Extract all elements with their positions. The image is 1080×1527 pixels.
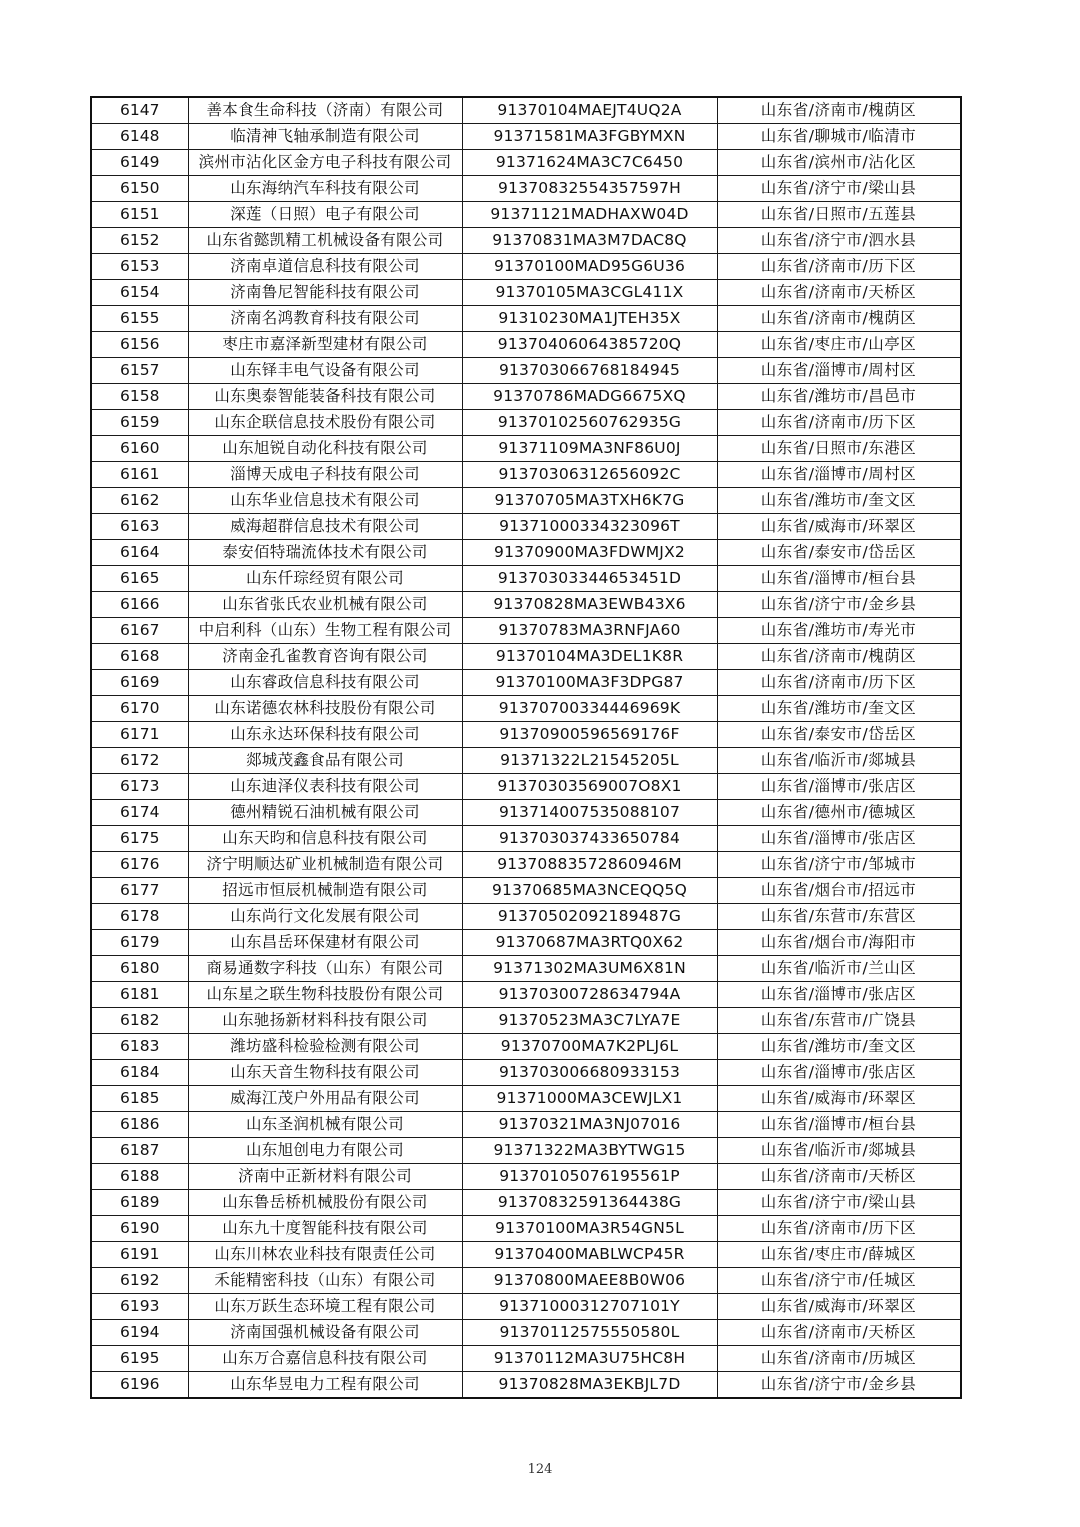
table-row: [91, 878, 961, 904]
credit-code-cell: 91370100MA3F3DPG87: [462, 670, 717, 696]
row-number-cell: 6147: [91, 97, 188, 124]
credit-code-cell: 91370104MAEJT4UQ2A: [462, 97, 717, 124]
table-row: [91, 1060, 961, 1086]
region-cell: 山东省/济宁市/金乡县: [717, 1372, 961, 1399]
credit-code-cell: 91370828MA3EKBJL7D: [462, 1372, 717, 1399]
table-row: [91, 1190, 961, 1216]
row-number-cell: 6173: [91, 774, 188, 800]
region-cell: 山东省/淄博市/周村区: [717, 462, 961, 488]
row-number-cell: 6189: [91, 1190, 188, 1216]
company-name-cell: 山东天音生物科技有限公司: [188, 1060, 462, 1086]
row-number-cell: 6188: [91, 1164, 188, 1190]
region-cell: 山东省/淄博市/桓台县: [717, 1112, 961, 1138]
row-number-cell: 6178: [91, 904, 188, 930]
credit-code-cell: 91370105MA3CGL411X: [462, 280, 717, 306]
table-row: [91, 930, 961, 956]
credit-code-cell: 91371581MA3FGBYMXN: [462, 124, 717, 150]
row-number-cell: 6179: [91, 930, 188, 956]
credit-code-cell: 91370303569007O8X1: [462, 774, 717, 800]
region-cell: 山东省/烟台市/招远市: [717, 878, 961, 904]
company-name-cell: 山东驰扬新材料科技有限公司: [188, 1008, 462, 1034]
table-row: [91, 1008, 961, 1034]
row-number-cell: 6154: [91, 280, 188, 306]
company-name-cell: 威海超群信息技术有限公司: [188, 514, 462, 540]
table-row: [91, 436, 961, 462]
credit-code-cell: 91371109MA3NF86U0J: [462, 436, 717, 462]
region-cell: 山东省/泰安市/岱岳区: [717, 540, 961, 566]
company-name-cell: 山东奥泰智能装备科技有限公司: [188, 384, 462, 410]
table-row: [91, 722, 961, 748]
row-number-cell: 6174: [91, 800, 188, 826]
row-number-cell: 6160: [91, 436, 188, 462]
table-row: [91, 97, 961, 124]
region-cell: 山东省/淄博市/周村区: [717, 358, 961, 384]
region-cell: 山东省/淄博市/张店区: [717, 826, 961, 852]
company-name-cell: 山东星之联生物科技股份有限公司: [188, 982, 462, 1008]
credit-code-cell: 91370400MABLWCP45R: [462, 1242, 717, 1268]
region-cell: 山东省/济南市/槐荫区: [717, 306, 961, 332]
company-name-cell: 山东昌岳环保建材有限公司: [188, 930, 462, 956]
credit-code-cell: 91371000MA3CEWJLX1: [462, 1086, 717, 1112]
table-row: [91, 384, 961, 410]
region-cell: 山东省/潍坊市/奎文区: [717, 488, 961, 514]
region-cell: 山东省/东营市/广饶县: [717, 1008, 961, 1034]
credit-code-cell: 91371322MA3BYTWG15: [462, 1138, 717, 1164]
company-name-cell: 济宁明顺达矿业机械制造有限公司: [188, 852, 462, 878]
credit-code-cell: 91310230MA1JTEH35X: [462, 306, 717, 332]
table-row: [91, 800, 961, 826]
region-cell: 山东省/济宁市/任城区: [717, 1268, 961, 1294]
credit-code-cell: 91370700334446969K: [462, 696, 717, 722]
region-cell: 山东省/聊城市/临清市: [717, 124, 961, 150]
company-name-cell: 德州精锐石油机械有限公司: [188, 800, 462, 826]
company-name-cell: 山东华业信息技术有限公司: [188, 488, 462, 514]
row-number-cell: 6183: [91, 1034, 188, 1060]
row-number-cell: 6151: [91, 202, 188, 228]
credit-code-cell: 91370705MA3TXH6K7G: [462, 488, 717, 514]
row-number-cell: 6161: [91, 462, 188, 488]
company-table: [90, 96, 962, 1399]
company-name-cell: 潍坊盛科检验检测有限公司: [188, 1034, 462, 1060]
row-number-cell: 6169: [91, 670, 188, 696]
row-number-cell: 6163: [91, 514, 188, 540]
credit-code-cell: 91370112MA3U75HC8H: [462, 1346, 717, 1372]
table-body: [91, 97, 961, 1398]
company-name-cell: 山东仟琮经贸有限公司: [188, 566, 462, 592]
row-number-cell: 6149: [91, 150, 188, 176]
row-number-cell: 6177: [91, 878, 188, 904]
region-cell: 山东省/济南市/槐荫区: [717, 644, 961, 670]
table-row: [91, 696, 961, 722]
company-name-cell: 山东圣润机械有限公司: [188, 1112, 462, 1138]
credit-code-cell: 91370523MA3C7LYA7E: [462, 1008, 717, 1034]
region-cell: 山东省/济南市/历下区: [717, 670, 961, 696]
credit-code-cell: 91370300728634794A: [462, 982, 717, 1008]
credit-code-cell: 91370321MA3NJ07016: [462, 1112, 717, 1138]
region-cell: 山东省/济宁市/金乡县: [717, 592, 961, 618]
region-cell: 山东省/日照市/东港区: [717, 436, 961, 462]
region-cell: 山东省/济南市/槐荫区: [717, 97, 961, 124]
row-number-cell: 6185: [91, 1086, 188, 1112]
region-cell: 山东省/济南市/历下区: [717, 410, 961, 436]
credit-code-cell: 91370406064385720Q: [462, 332, 717, 358]
region-cell: 山东省/威海市/环翠区: [717, 514, 961, 540]
table-row: [91, 1112, 961, 1138]
credit-code-cell: 91370685MA3NCEQQ5Q: [462, 878, 717, 904]
company-name-cell: 山东旭创电力有限公司: [188, 1138, 462, 1164]
credit-code-cell: 91370102560762935G: [462, 410, 717, 436]
row-number-cell: 6152: [91, 228, 188, 254]
row-number-cell: 6194: [91, 1320, 188, 1346]
company-name-cell: 商易通数字科技（山东）有限公司: [188, 956, 462, 982]
row-number-cell: 6157: [91, 358, 188, 384]
credit-code-cell: 91370700MA7K2PLJ6L: [462, 1034, 717, 1060]
table-row: [91, 904, 961, 930]
region-cell: 山东省/济南市/天桥区: [717, 280, 961, 306]
company-name-cell: 善本食生命科技（济南）有限公司: [188, 97, 462, 124]
company-name-cell: 山东诺德农林科技股份有限公司: [188, 696, 462, 722]
region-cell: 山东省/德州市/德城区: [717, 800, 961, 826]
company-name-cell: 山东企联信息技术股份有限公司: [188, 410, 462, 436]
region-cell: 山东省/潍坊市/奎文区: [717, 696, 961, 722]
region-cell: 山东省/淄博市/张店区: [717, 1060, 961, 1086]
region-cell: 山东省/济南市/历城区: [717, 1346, 961, 1372]
table-row: [91, 540, 961, 566]
company-name-cell: 山东迪泽仪表科技有限公司: [188, 774, 462, 800]
company-name-cell: 中启利科（山东）生物工程有限公司: [188, 618, 462, 644]
table-row: [91, 1294, 961, 1320]
credit-code-cell: 91370783MA3RNFJA60: [462, 618, 717, 644]
table-row: [91, 150, 961, 176]
credit-code-cell: 913703066768184945: [462, 358, 717, 384]
credit-code-cell: 91370306312656092C: [462, 462, 717, 488]
region-cell: 山东省/淄博市/张店区: [717, 774, 961, 800]
region-cell: 山东省/威海市/环翠区: [717, 1086, 961, 1112]
company-name-cell: 济南鲁尼智能科技有限公司: [188, 280, 462, 306]
region-cell: 山东省/威海市/环翠区: [717, 1294, 961, 1320]
company-name-cell: 威海江茂户外用品有限公司: [188, 1086, 462, 1112]
region-cell: 山东省/济南市/历下区: [717, 1216, 961, 1242]
credit-code-cell: 91371121MADHAXW04D: [462, 202, 717, 228]
row-number-cell: 6150: [91, 176, 188, 202]
row-number-cell: 6171: [91, 722, 188, 748]
credit-code-cell: 91370105076195561P: [462, 1164, 717, 1190]
row-number-cell: 6159: [91, 410, 188, 436]
company-name-cell: 山东华昱电力工程有限公司: [188, 1372, 462, 1399]
credit-code-cell: 91370831MA3M7DAC8Q: [462, 228, 717, 254]
region-cell: 山东省/济南市/天桥区: [717, 1320, 961, 1346]
region-cell: 山东省/济宁市/泗水县: [717, 228, 961, 254]
credit-code-cell: 91370832554357597H: [462, 176, 717, 202]
row-number-cell: 6180: [91, 956, 188, 982]
company-name-cell: 济南名鸿教育科技有限公司: [188, 306, 462, 332]
region-cell: 山东省/临沂市/兰山区: [717, 956, 961, 982]
row-number-cell: 6148: [91, 124, 188, 150]
region-cell: 山东省/烟台市/海阳市: [717, 930, 961, 956]
row-number-cell: 6193: [91, 1294, 188, 1320]
company-name-cell: 山东省张氏农业机械有限公司: [188, 592, 462, 618]
page-number: 124: [527, 1462, 553, 1477]
credit-code-cell: 91370800MAEE8B0W06: [462, 1268, 717, 1294]
company-name-cell: 山东川林农业科技有限责任公司: [188, 1242, 462, 1268]
row-number-cell: 6156: [91, 332, 188, 358]
table-row: [91, 1216, 961, 1242]
table-row: [91, 618, 961, 644]
company-name-cell: 山东铎丰电气设备有限公司: [188, 358, 462, 384]
region-cell: 山东省/临沂市/郯城县: [717, 748, 961, 774]
company-name-cell: 济南金孔雀教育咨询有限公司: [188, 644, 462, 670]
table-row: [91, 124, 961, 150]
row-number-cell: 6158: [91, 384, 188, 410]
company-name-cell: 泰安佰特瑞流体技术有限公司: [188, 540, 462, 566]
table-row: [91, 956, 961, 982]
row-number-cell: 6186: [91, 1112, 188, 1138]
table-row: [91, 1346, 961, 1372]
row-number-cell: 6176: [91, 852, 188, 878]
credit-code-cell: 91370883572860946M: [462, 852, 717, 878]
company-name-cell: 山东鲁岳桥机械股份有限公司: [188, 1190, 462, 1216]
company-name-cell: 山东旭锐自动化科技有限公司: [188, 436, 462, 462]
table-row: [91, 774, 961, 800]
company-name-cell: 山东省懿凯精工机械设备有限公司: [188, 228, 462, 254]
table-row: [91, 1372, 961, 1399]
row-number-cell: 6153: [91, 254, 188, 280]
company-name-cell: 山东睿政信息科技有限公司: [188, 670, 462, 696]
table-row: [91, 176, 961, 202]
credit-code-cell: 91370900MA3FDWMJX2: [462, 540, 717, 566]
table-row: [91, 748, 961, 774]
company-name-cell: 淄博天成电子科技有限公司: [188, 462, 462, 488]
row-number-cell: 6181: [91, 982, 188, 1008]
table-row: [91, 280, 961, 306]
row-number-cell: 6155: [91, 306, 188, 332]
company-name-cell: 山东尚行文化发展有限公司: [188, 904, 462, 930]
table-row: [91, 1086, 961, 1112]
company-name-cell: 山东万跃生态环境工程有限公司: [188, 1294, 462, 1320]
credit-code-cell: 91371000334323096T: [462, 514, 717, 540]
row-number-cell: 6168: [91, 644, 188, 670]
company-name-cell: 济南卓道信息科技有限公司: [188, 254, 462, 280]
credit-code-cell: 91370832591364438G: [462, 1190, 717, 1216]
company-name-cell: 招远市恒辰机械制造有限公司: [188, 878, 462, 904]
region-cell: 山东省/日照市/五莲县: [717, 202, 961, 228]
row-number-cell: 6195: [91, 1346, 188, 1372]
company-name-cell: 禾能精密科技（山东）有限公司: [188, 1268, 462, 1294]
region-cell: 山东省/东营市/东营区: [717, 904, 961, 930]
credit-code-cell: 913703006680933153: [462, 1060, 717, 1086]
table-row: [91, 202, 961, 228]
table-row: [91, 592, 961, 618]
company-name-cell: 郯城茂鑫食品有限公司: [188, 748, 462, 774]
table-row: [91, 852, 961, 878]
table-row: [91, 410, 961, 436]
table-row: [91, 1138, 961, 1164]
table-row: [91, 670, 961, 696]
table-row: [91, 1034, 961, 1060]
region-cell: 山东省/济宁市/梁山县: [717, 1190, 961, 1216]
row-number-cell: 6170: [91, 696, 188, 722]
company-name-cell: 深莲（日照）电子有限公司: [188, 202, 462, 228]
row-number-cell: 6184: [91, 1060, 188, 1086]
table-row: [91, 1320, 961, 1346]
row-number-cell: 6196: [91, 1372, 188, 1399]
region-cell: 山东省/济南市/历下区: [717, 254, 961, 280]
credit-code-cell: 91370303344653451D: [462, 566, 717, 592]
credit-code-cell: 91370100MAD95G6U36: [462, 254, 717, 280]
region-cell: 山东省/潍坊市/寿光市: [717, 618, 961, 644]
company-name-cell: 山东永达环保科技有限公司: [188, 722, 462, 748]
row-number-cell: 6162: [91, 488, 188, 514]
company-name-cell: 山东天昀和信息科技有限公司: [188, 826, 462, 852]
row-number-cell: 6165: [91, 566, 188, 592]
table-row: [91, 982, 961, 1008]
row-number-cell: 6191: [91, 1242, 188, 1268]
row-number-cell: 6190: [91, 1216, 188, 1242]
credit-code-cell: 91370112575550580L: [462, 1320, 717, 1346]
region-cell: 山东省/淄博市/张店区: [717, 982, 961, 1008]
table-row: [91, 254, 961, 280]
company-name-cell: 枣庄市嘉泽新型建材有限公司: [188, 332, 462, 358]
company-name-cell: 济南中正新材料有限公司: [188, 1164, 462, 1190]
region-cell: 山东省/枣庄市/山亭区: [717, 332, 961, 358]
region-cell: 山东省/泰安市/岱岳区: [717, 722, 961, 748]
region-cell: 山东省/济南市/天桥区: [717, 1164, 961, 1190]
row-number-cell: 6164: [91, 540, 188, 566]
credit-code-cell: 91370828MA3EWB43X6: [462, 592, 717, 618]
row-number-cell: 6187: [91, 1138, 188, 1164]
credit-code-cell: 91371322L21545205L: [462, 748, 717, 774]
table-row: [91, 1242, 961, 1268]
table-row: [91, 1268, 961, 1294]
company-name-cell: 滨州市沾化区金方电子科技有限公司: [188, 150, 462, 176]
company-name-cell: 济南国强机械设备有限公司: [188, 1320, 462, 1346]
table-row: [91, 462, 961, 488]
credit-code-cell: 913714007535088107: [462, 800, 717, 826]
company-name-cell: 山东九十度智能科技有限公司: [188, 1216, 462, 1242]
table-row: [91, 306, 961, 332]
company-name-cell: 临清神飞轴承制造有限公司: [188, 124, 462, 150]
table-row: [91, 1164, 961, 1190]
row-number-cell: 6172: [91, 748, 188, 774]
region-cell: 山东省/淄博市/桓台县: [717, 566, 961, 592]
row-number-cell: 6175: [91, 826, 188, 852]
region-cell: 山东省/潍坊市/奎文区: [717, 1034, 961, 1060]
region-cell: 山东省/济宁市/邹城市: [717, 852, 961, 878]
row-number-cell: 6166: [91, 592, 188, 618]
region-cell: 山东省/潍坊市/昌邑市: [717, 384, 961, 410]
row-number-cell: 6192: [91, 1268, 188, 1294]
table-row: [91, 514, 961, 540]
table-row: [91, 358, 961, 384]
table-row: [91, 228, 961, 254]
table-row: [91, 488, 961, 514]
region-cell: 山东省/济宁市/梁山县: [717, 176, 961, 202]
table-row: [91, 826, 961, 852]
credit-code-cell: 913703037433650784: [462, 826, 717, 852]
company-name-cell: 山东海纳汽车科技有限公司: [188, 176, 462, 202]
credit-code-cell: 91370687MA3RTQ0X62: [462, 930, 717, 956]
credit-code-cell: 91371000312707101Y: [462, 1294, 717, 1320]
region-cell: 山东省/滨州市/沾化区: [717, 150, 961, 176]
row-number-cell: 6182: [91, 1008, 188, 1034]
credit-code-cell: 91370104MA3DEL1K8R: [462, 644, 717, 670]
table-row: [91, 332, 961, 358]
credit-code-cell: 91370502092189487G: [462, 904, 717, 930]
row-number-cell: 6167: [91, 618, 188, 644]
credit-code-cell: 91370100MA3R54GN5L: [462, 1216, 717, 1242]
table-row: [91, 566, 961, 592]
table-row: [91, 644, 961, 670]
credit-code-cell: 91371624MA3C7C6450: [462, 150, 717, 176]
company-name-cell: 山东万合嘉信息科技有限公司: [188, 1346, 462, 1372]
region-cell: 山东省/枣庄市/薛城区: [717, 1242, 961, 1268]
credit-code-cell: 91371302MA3UM6X81N: [462, 956, 717, 982]
credit-code-cell: 91370786MADG6675XQ: [462, 384, 717, 410]
credit-code-cell: 91370900596569176F: [462, 722, 717, 748]
region-cell: 山东省/临沂市/郯城县: [717, 1138, 961, 1164]
